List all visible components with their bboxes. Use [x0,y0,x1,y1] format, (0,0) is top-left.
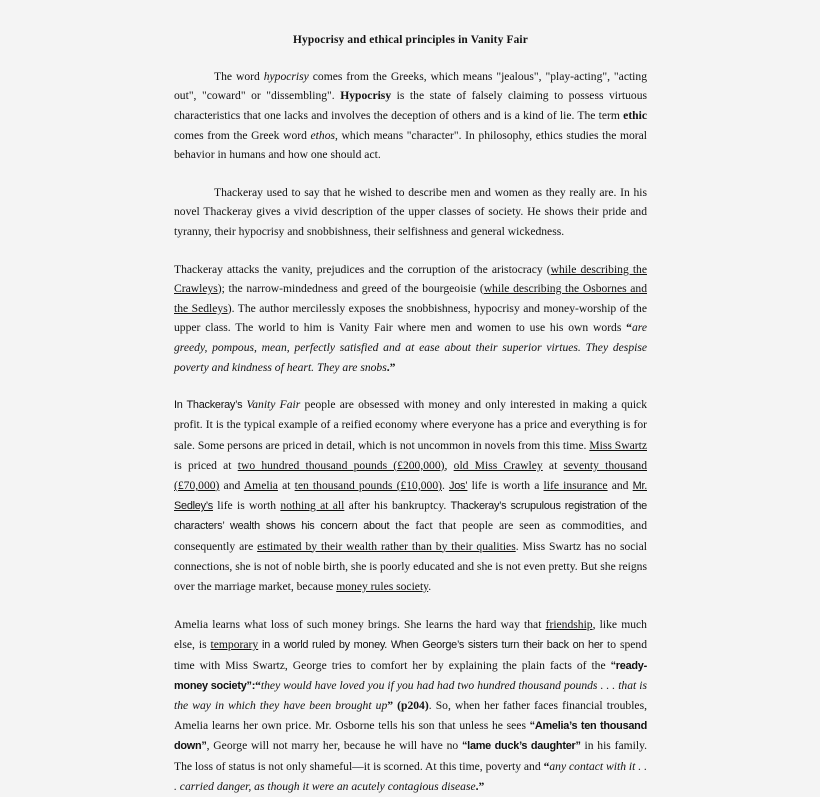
p1-text-1: The word [214,69,264,83]
p1-term-ethos: ethos [310,128,336,142]
p4-underline-mr-sedley: Mr. Sedley’s [174,479,647,513]
p3-quote-close: .” [386,360,396,374]
p5-quote-close: ” [387,698,398,712]
p5-alt-amelia-ten-thousand: “Amelia’s ten thousand down” [174,720,647,753]
p1-term-hypocrisy: hypocrisy [263,69,309,83]
p4-text-7: . [441,478,450,492]
p3-underline-osbornes-sedleys: while describing the Osbornes and the Sedleys [174,282,648,315]
p4-text-2: is priced at [174,458,238,472]
page-title: Hypocrisy and ethical principles in Vanity Fair [293,34,528,46]
paragraph-attacks [174,260,647,378]
p4-underline-amelia: Amelia [243,478,278,492]
p3-quote-open: “ [626,321,632,335]
p1-text-5: , which means "character". In philosophy, ethics studies the moral behavior in humans and how one should act. [174,128,647,162]
p5-text-3: to spend time with Miss Swartz, George tries to comfort her by explaining the plain facts of the [174,638,647,672]
p4-text-11: after his bankruptcy. [344,499,451,513]
paragraph-definition [174,67,647,165]
p1-term-hypocrisy-bold: Hypocrisy [340,89,392,103]
p4-underline-money-rules-society: money rules society [336,579,429,593]
p4-alt-scrupulous-registration: Thackeray’s scrupulous registration of the characters’ wealth shows his concern about [174,500,647,533]
document-body [174,33,647,797]
p5-quote2-open: “ [543,759,550,773]
p5-text-2: , like much else, is [174,618,647,652]
p4-text-5: and [219,478,244,492]
p3-text-1: Thackeray attacks the vanity, prejudices and the corruption of the aristocracy ( [174,262,551,276]
p1-text-2: comes from the Greeks, which means "jealous", "play-acting", "acting out", "coward" or "dissembling". [174,69,647,103]
p2-text-1: Thackeray used to say that he wished to describe men and women as they really are. In his novel Thackeray gives a vivid description of the upper classes of society. He shows their pride and tyranny, their hypocrisy and snobbishness, their selfishness and general wickedness. [174,185,647,238]
p1-text-3: is the state of falsely claiming to possess virtuous characteristics that one lacks and involves the deception of others and is a kind of lie. The term [174,89,648,123]
p5-text-4: . So, when her father faces financial troubles, Amelia learns her own price. Mr. Osborne tells his son that unless he sees [174,698,647,733]
p3-underline-crawleys: while describing the Crawleys [174,262,647,296]
p4-text-12: the fact that people are seen as commodities, and consequently are [174,519,647,553]
p5-alt-ready-money-society: “ready-money society”: [174,659,647,692]
paragraph-amelia [174,615,647,797]
p4-text-8: life is worth a [467,478,544,492]
p3-text-3: ). The author mercilessly exposes the snobbishness, hypocrisy and money-worship of the upper class. The world to him is Vanity Fair where men and women to use his own words [174,301,647,335]
p4-title-vanity-fair: Vanity Fair [246,398,301,412]
p4-text-13: . Miss Swartz has no social connections, she is not of noble birth, she is poorly educated and she is not even pretty. But she reigns over the marriage market, because [174,539,648,593]
p4-underline-nothing-at-all: nothing at all [280,499,345,513]
p3-quote-body: are greedy, pompous, mean, perfectly satisfied and at ease about their superior virtues. They despise poverty and kindness of heart. They are snobs [174,321,647,374]
p5-citation-p204: (p204) [397,698,429,712]
p4-underline-estimated-by-wealth: estimated by their wealth rather than by their qualities [257,539,516,553]
p5-quote-open: “ [255,678,261,692]
p4-underline-200000: two hundred thousand pounds (£200,000) [237,458,445,472]
p5-quote2-close: .” [475,779,485,793]
p4-text-9: and [607,478,633,492]
p5-quote2-body: any contact with it . . . carried danger, as though it were an acutely contagious disease [174,759,647,793]
p1-text-4: comes from the Greek word [174,128,311,142]
p4-alt-opening: In Thackeray’s [174,399,247,412]
paragraph-thackeray-intent [174,183,647,242]
p4-text-3: , [444,458,454,472]
p4-underline-life-insurance: life insurance [543,478,608,492]
p5-underline-friendship: friendship [545,618,593,632]
p4-text-6: at [277,478,295,492]
p4-text-4: at [542,458,564,472]
p5-text-6: in his family. The loss of status is not only shameful—it is scorned. At this time, poverty and [174,739,648,773]
p4-text-1: people are obsessed with money and only interested in making a quick profit. It is the typical example of a reified economy where everyone has a price and everything is for sale. Some persons are priced in detail, which is not uncommon in novels from this time. [174,398,647,452]
p5-alt-lame-duck-daughter: “lame duck’s daughter” [461,740,581,753]
paragraph-prices [174,395,647,597]
p4-underline-10000: ten thousand pounds (£10,000) [294,478,442,492]
p4-underline-old-miss-crawley: old Miss Crawley [453,458,543,472]
p4-text-14: . [428,579,432,593]
p5-alt-world-ruled-by-money: in a world ruled by money. When George’s sisters turn their back on her [258,639,604,652]
p5-text-5: , George will not marry her, because he will have no [206,739,462,753]
p4-text-10: life is worth [212,499,281,513]
p5-underline-temporary: temporary [210,638,259,652]
p5-text-1: Amelia learns what loss of such money brings. She learns the hard way that [174,618,546,632]
p1-term-ethic: ethic [623,109,647,123]
p5-quote-body: they would have loved you if you had had two hundred thousand pounds . . . that is the way in which they have been brought up [174,678,648,712]
p4-underline-miss-swartz: Miss Swartz [589,438,647,452]
p4-underline-jos: Jos’ [449,479,468,492]
p4-underline-70000: seventy thousand (£70,000) [174,458,648,492]
p3-text-2: ); the narrow-mindedness and greed of the bourgeoisie ( [217,282,484,296]
